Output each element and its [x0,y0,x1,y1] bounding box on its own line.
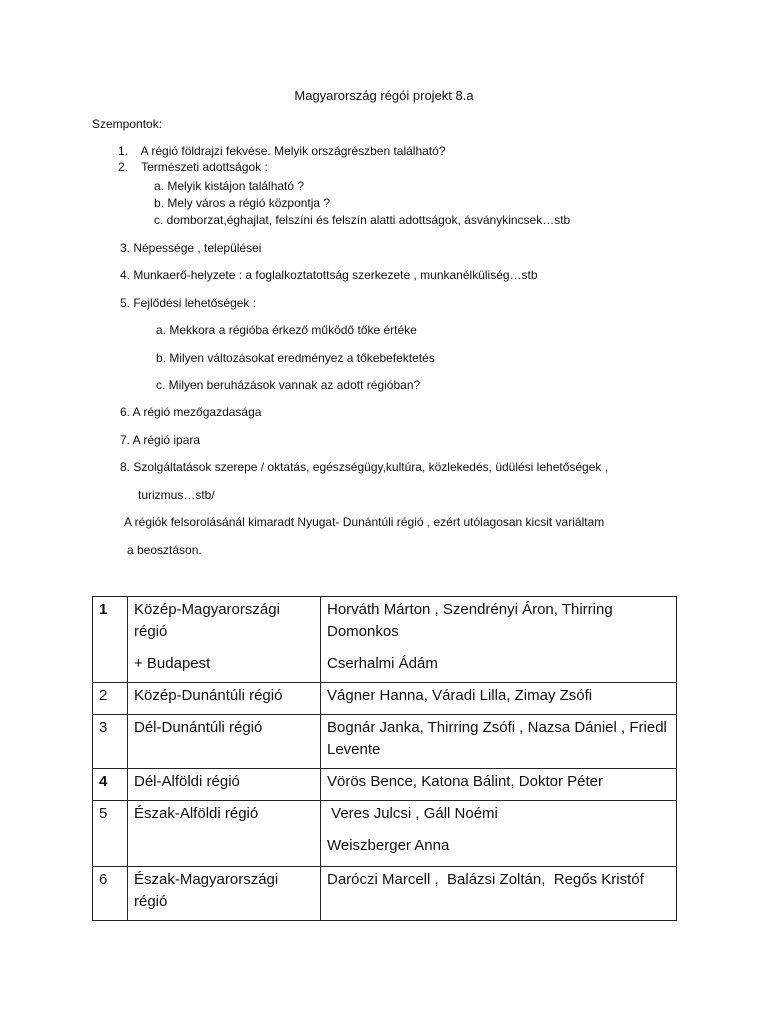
members-names: Horváth Márton , Szendrényi Áron, Thirring Domonkos [327,601,613,640]
row-number: 1 [93,597,128,683]
region-name: Közép-Dunántúli régió [128,683,321,715]
list-item-2a: a. Melyik kistájon található ? [154,179,305,193]
members-names: Vágner Hanna, Váradi Lilla, Zimay Zsófi [321,683,677,715]
row-number: 6 [93,867,128,921]
list-item-5: 5. Fejlődési lehetőségek : [120,296,257,310]
members-cell [321,801,677,867]
region-assignment-table [92,596,677,921]
table-row [93,715,677,769]
list-item-1 [118,144,446,158]
members-cell [321,597,677,683]
list-item-6: 6. A régió mezőgazdasága [120,405,262,419]
note-line-2: a beosztáson. [127,543,202,557]
table-row [93,597,677,683]
members-names: Veres Julcsi , Gáll Noémi [327,805,498,822]
row-number: 2 [93,683,128,715]
list-text: A régió földrajzi fekvése. Melyik országrészben található? [140,144,446,158]
region-name: Észak-Alföldi régió [128,801,321,867]
table-row [93,769,677,801]
members-extra: Cserhalmi Ádám [327,655,438,672]
list-item-4: 4. Munkaerő-helyzete : a foglalkoztatottság szerkezete , munkanélküliség…stb [120,268,538,282]
members-names: Bognár Janka, Thirring Zsófi , Nazsa Dániel , Friedl Levente [321,715,677,769]
region-name: Dél-Dunántúli régió [128,715,321,769]
list-item-8-continued: turizmus…stb/ [138,488,215,502]
region-cell [128,597,321,683]
region-name: Észak-Magyarországi régió [128,867,321,921]
region-extra: + Budapest [134,655,211,672]
list-number: 2. [118,160,129,174]
section-heading: Szempontok: [92,117,163,131]
note-line-1: A régiók felsorolásánál kimaradt Nyugat- Dunántúli régió , ezért utólagosan kicsit variáltam [124,515,605,529]
document-title: Magyarország régói projekt 8.a [294,88,474,103]
table-row [93,801,677,867]
region-name: Közép-Magyarországi régió [134,601,280,640]
list-item-2c: c. domborzat,éghajlat, felszíni és felszín alatti adottságok, ásványkincsek…stb [154,213,571,227]
list-item-2 [118,160,268,174]
row-number: 5 [93,801,128,867]
table-row [93,867,677,921]
list-item-5a: a. Mekkora a régióba érkező működő tőke értéke [156,323,417,337]
row-number: 4 [93,769,128,801]
list-number: 1. [118,144,129,158]
region-name: Dél-Alföldi régió [128,769,321,801]
list-item-7: 7. A régió ipara [120,433,201,447]
list-item-5c: c. Milyen beruházások vannak az adott régióban? [156,378,421,392]
members-extra: Weiszberger Anna [327,837,450,854]
members-names: Daróczi Marcell , Balázsi Zoltán, Regős Kristóf [321,867,677,921]
list-item-5b: b. Milyen változásokat eredményez a tőkebefektetés [156,351,435,365]
members-names: Vörös Bence, Katona Bálint, Doktor Péter [321,769,677,801]
row-number: 3 [93,715,128,769]
table-row [93,683,677,715]
list-item-3: 3. Népessége , települései [120,241,262,255]
list-item-2b: b. Mely város a régió központja ? [154,196,331,210]
list-text: Természeti adottságok : [141,160,268,174]
list-item-8: 8. Szolgáltatások szerepe / oktatás, egészségügy,kultúra, közlekedés, üdülési lehetőségek , [120,460,609,474]
